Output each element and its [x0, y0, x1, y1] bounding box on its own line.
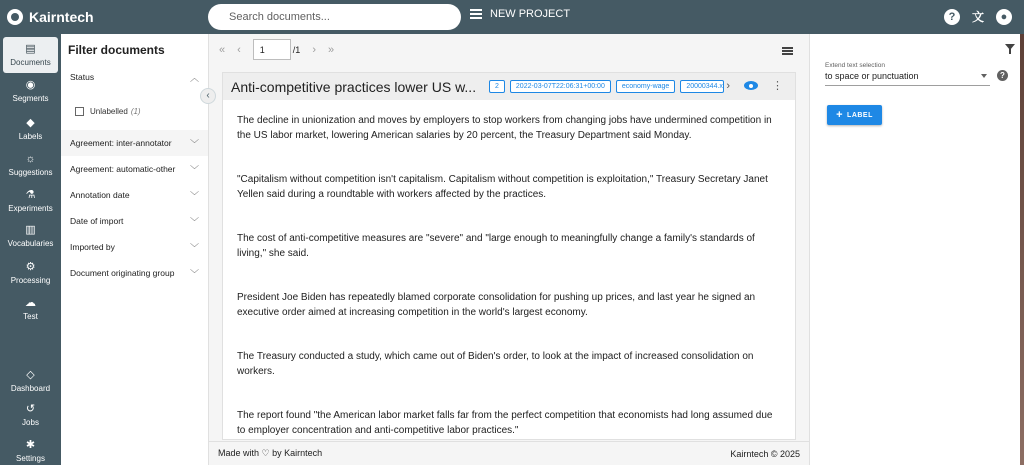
- filter-label: Agreement: inter-annotator: [70, 138, 172, 148]
- document-paragraph: The decline in unionization and moves by employers to stop workers from changing jobs have undermined competition in the US labor market, lowering American salaries by 20 percent, the Treasury Department said Monday.: [237, 115, 772, 141]
- document-paragraph: The Treasury conducted a study, which came out of Biden's order, to look at the impact of increased consolidation on workers.: [237, 351, 754, 377]
- filter-date-of-import[interactable]: [61, 208, 208, 234]
- chevron-up-icon: ︿: [189, 72, 199, 83]
- chip-count[interactable]: 2: [489, 80, 505, 93]
- nav-label: Dashboard: [10, 384, 51, 393]
- add-label-button[interactable]: [827, 105, 882, 125]
- nav-processing[interactable]: [3, 255, 58, 291]
- app-bar: [0, 0, 1024, 34]
- unlabelled-count: (1): [130, 106, 141, 116]
- chevron-down-icon: ﹀: [189, 190, 199, 201]
- unlabelled-checkbox[interactable]: [75, 107, 84, 116]
- project-menu[interactable]: [470, 8, 570, 20]
- cube-icon: ◇: [26, 369, 35, 381]
- filter-annotation-date[interactable]: [61, 182, 208, 208]
- page-number-input[interactable]: [253, 39, 291, 60]
- project-label: NEW PROJECT: [490, 8, 571, 20]
- compass-icon: ◉: [25, 79, 36, 91]
- nav-suggestions[interactable]: [3, 147, 58, 183]
- nav-settings[interactable]: [3, 433, 58, 465]
- nav-label: Segments: [12, 94, 49, 103]
- account-icon[interactable]: ●: [996, 9, 1012, 25]
- nav-jobs[interactable]: [3, 397, 58, 433]
- extend-selection-select[interactable]: [825, 70, 990, 86]
- nav-label: Documents: [10, 58, 51, 67]
- chevron-down-icon: ﹀: [189, 164, 199, 175]
- filter-label: Annotation date: [70, 190, 130, 200]
- document-header: [223, 73, 795, 100]
- nav-label: Labels: [18, 132, 43, 141]
- nav-documents[interactable]: [3, 37, 58, 73]
- nav-labels[interactable]: [3, 111, 58, 147]
- nav-dashboard[interactable]: [3, 363, 58, 399]
- filter-icon[interactable]: [1005, 44, 1015, 50]
- nav-label: Test: [23, 312, 38, 321]
- pager: [219, 39, 334, 60]
- history-icon: ↺: [25, 403, 36, 415]
- menu-icon: [470, 9, 482, 19]
- nav-vocabularies[interactable]: [3, 218, 58, 254]
- filter-panel: [61, 34, 209, 465]
- document-paragraph: President Joe Biden has repeatedly blamed corporate consolidation for pushing up prices, and last year he signed an executive order aimed at increasing competition in the world's largest economy.: [237, 292, 756, 318]
- document-icon: ▤: [25, 43, 36, 55]
- filter-label: Document originating group: [70, 268, 175, 278]
- filter-label: Date of import: [70, 216, 124, 226]
- brand[interactable]: [7, 9, 94, 25]
- prev-page-icon[interactable]: ‹: [237, 43, 241, 56]
- more-vert-icon[interactable]: ⋮: [772, 80, 783, 92]
- nav-rail: [0, 34, 61, 465]
- filter-status[interactable]: [61, 64, 208, 90]
- nav-test[interactable]: [3, 291, 58, 327]
- lightbulb-icon: ☼: [25, 153, 36, 165]
- nav-label: Settings: [16, 454, 45, 463]
- nav-label: Suggestions: [8, 168, 53, 177]
- document-view: [209, 34, 809, 465]
- eye-icon[interactable]: [744, 81, 758, 90]
- document-card: [222, 72, 796, 440]
- document-paragraph: "Capitalism without competition isn't capitalism. Capitalism without competition is exploitation," Treasury Secretary Janet Yellen said during a roundtable with workers affected by the practices.: [237, 174, 768, 200]
- last-page-icon[interactable]: »: [327, 43, 335, 56]
- document-title[interactable]: Anti-competitive practices lower US w...: [231, 78, 477, 95]
- search-input[interactable]: [229, 11, 449, 23]
- filter-imported-by[interactable]: [61, 234, 208, 260]
- nav-label: Experiments: [8, 204, 53, 213]
- translate-icon[interactable]: 文: [971, 10, 984, 24]
- help-icon[interactable]: ?: [944, 9, 960, 25]
- next-page-icon[interactable]: ›: [312, 43, 316, 56]
- chevron-down-icon: ﹀: [189, 268, 199, 279]
- app-title: Kairntech: [29, 9, 94, 25]
- chip-date[interactable]: 2022-03-07T22:06:31+00:00: [510, 80, 611, 93]
- chevron-down-icon: ﹀: [189, 138, 199, 149]
- nav-experiments[interactable]: [3, 183, 58, 219]
- filter-label: Imported by: [70, 242, 115, 252]
- document-paragraph: The report found "the American labor market falls far from the perfect competition that economists had long assumed due to employer concentration and anti-competitive labor practices.": [237, 410, 773, 436]
- nav-label: Processing: [10, 276, 51, 285]
- chevron-down-icon: ﹀: [189, 216, 199, 227]
- label-panel: [809, 34, 1024, 465]
- filter-unlabelled[interactable]: [61, 98, 208, 124]
- list-menu-icon[interactable]: [782, 47, 793, 55]
- footer: [209, 441, 809, 465]
- kairntech-logo-icon: [7, 9, 23, 25]
- nav-label: Jobs: [22, 418, 39, 427]
- caret-down-icon: [981, 74, 987, 78]
- chevron-right-icon[interactable]: ›: [726, 79, 730, 92]
- chip-category[interactable]: economy-wage: [616, 80, 675, 93]
- filter-label: Status: [70, 72, 95, 82]
- chevron-down-icon: ﹀: [189, 242, 199, 253]
- page-total: /1: [292, 44, 301, 55]
- first-page-icon[interactable]: «: [219, 43, 226, 56]
- chip-filename[interactable]: 20000344.x: [680, 80, 724, 93]
- search-box[interactable]: [208, 4, 461, 30]
- nav-segments[interactable]: [3, 73, 58, 109]
- nav-label: Vocabularies: [7, 239, 54, 248]
- plus-icon: +: [836, 109, 844, 121]
- filter-label: Agreement: automatic-other: [70, 164, 176, 174]
- flask-icon: ⚗: [25, 189, 36, 201]
- footer-right: Kairntech © 2025: [730, 448, 800, 459]
- library-icon: ▥: [25, 224, 36, 236]
- unlabelled-label: Unlabelled: [90, 106, 128, 116]
- document-paragraph: The cost of anti-competitive measures are "severe" and "large enough to meaningfully change a family's standards of living," she said.: [237, 233, 755, 259]
- add-label-text: LABEL: [847, 111, 873, 119]
- filter-panel-title: Filter documents: [68, 43, 165, 57]
- collapse-filters-button[interactable]: [200, 88, 216, 104]
- gear-icon: ✱: [25, 439, 36, 451]
- document-body[interactable]: [223, 100, 795, 438]
- extend-selection-value: to space or punctuation: [825, 71, 919, 81]
- chevron-left-icon: ‹: [206, 90, 210, 101]
- filter-document-originating-group[interactable]: [61, 260, 208, 286]
- label-icon: ◆: [26, 117, 35, 129]
- extend-selection-label: Extend text selection: [825, 62, 885, 69]
- window-edge: [1020, 34, 1024, 465]
- process-icon: ⚙: [25, 261, 36, 273]
- filter-agreement-inter-annotator[interactable]: [61, 130, 208, 156]
- filter-agreement-automatic-other[interactable]: [61, 156, 208, 182]
- brain-icon: ☁: [25, 297, 36, 309]
- help-icon[interactable]: ?: [997, 70, 1008, 81]
- footer-left: Made with ♡ by Kairntech: [218, 448, 323, 458]
